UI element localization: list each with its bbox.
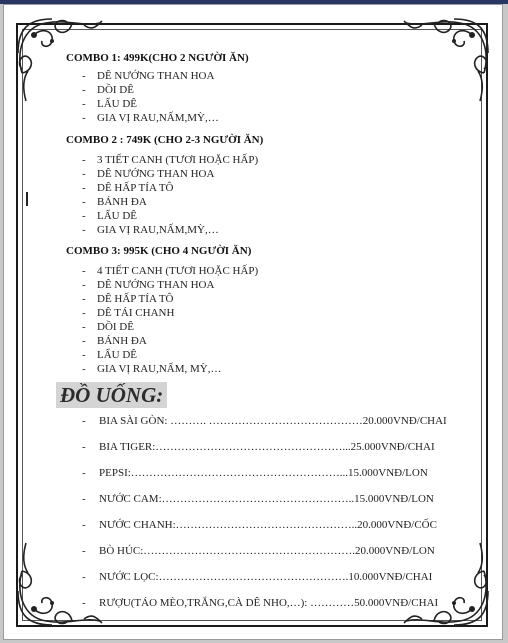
list-item: - LẨU DÊ bbox=[82, 210, 138, 222]
drinks-heading: ĐỒ UỐNG: bbox=[56, 382, 167, 408]
drink-row: - BIA SÀI GÒN: ………. ……………………………………20.000VNĐ/CHAI bbox=[82, 415, 447, 427]
list-item: - DÊ NƯỚNG THAN HOA bbox=[82, 168, 215, 180]
document-content[interactable] bbox=[4, 5, 504, 641]
list-item: - DÊ HẤP TÍA TÔ bbox=[82, 293, 174, 305]
list-item: - GIA VỊ RAU,NẤM, MỲ,… bbox=[82, 363, 222, 375]
list-item: - GIA VỊ RAU,NẤM,MỲ,… bbox=[82, 224, 219, 236]
list-item: - DỒI DÊ bbox=[82, 321, 134, 333]
drink-row: - NƯỚC CHANH:…………………………………………..20.000VNĐ/CỐC bbox=[82, 519, 437, 531]
drink-row: - NƯỚC CAM:……………………………………………..15.000VNĐ/LON bbox=[82, 493, 434, 505]
drink-row: - BÒ HÚC:………………………………………………….20.000VNĐ/LON bbox=[82, 545, 435, 557]
list-item: - 4 TIẾT CANH (TƯƠI HOẶC HẤP) bbox=[82, 265, 259, 277]
document-page bbox=[3, 4, 503, 640]
list-item: - BÁNH ĐA bbox=[82, 335, 147, 347]
combo-3-title: COMBO 3: 995K (CHO 4 NGƯỜI ĂN) bbox=[66, 245, 252, 257]
list-item: - DÊ NƯỚNG THAN HOA bbox=[82, 70, 215, 82]
list-item: - DỒI DÊ bbox=[82, 84, 134, 96]
list-item: - 3 TIẾT CANH (TƯƠI HOẶC HẤP) bbox=[82, 154, 259, 166]
list-item: - GIA VỊ RAU,NẤM,MỲ,… bbox=[82, 112, 219, 124]
combo-1-title: COMBO 1: 499K(CHO 2 NGƯỜI ĂN) bbox=[66, 52, 249, 64]
text-cursor bbox=[26, 192, 28, 206]
list-item: - LẨU DÊ bbox=[82, 349, 138, 361]
drink-row: - PEPSI:…………………………………………………...15.000VNĐ/LON bbox=[82, 467, 428, 479]
drink-row: - BIA TIGER:……………………………………………...25.000VNĐ/CHAI bbox=[82, 441, 435, 453]
list-item: - DÊ TÁI CHANH bbox=[82, 307, 175, 319]
list-item: - DÊ HẤP TÍA TÔ bbox=[82, 182, 174, 194]
drink-row: - RƯỢU(TÁO MÈO,TRẮNG,CÀ DÊ NHO,…): …………50.000VNĐ/CHAI bbox=[82, 597, 439, 609]
list-item: - BÁNH ĐA bbox=[82, 196, 147, 208]
combo-2-title: COMBO 2 : 749K (CHO 2-3 NGƯỜI ĂN) bbox=[66, 134, 264, 146]
list-item: - LẨU DÊ bbox=[82, 98, 138, 110]
drink-row: - NƯỚC LỌC:…………………………………………….10.000VNĐ/CHAI bbox=[82, 571, 433, 583]
list-item: - DÊ NƯỚNG THAN HOA bbox=[82, 279, 215, 291]
